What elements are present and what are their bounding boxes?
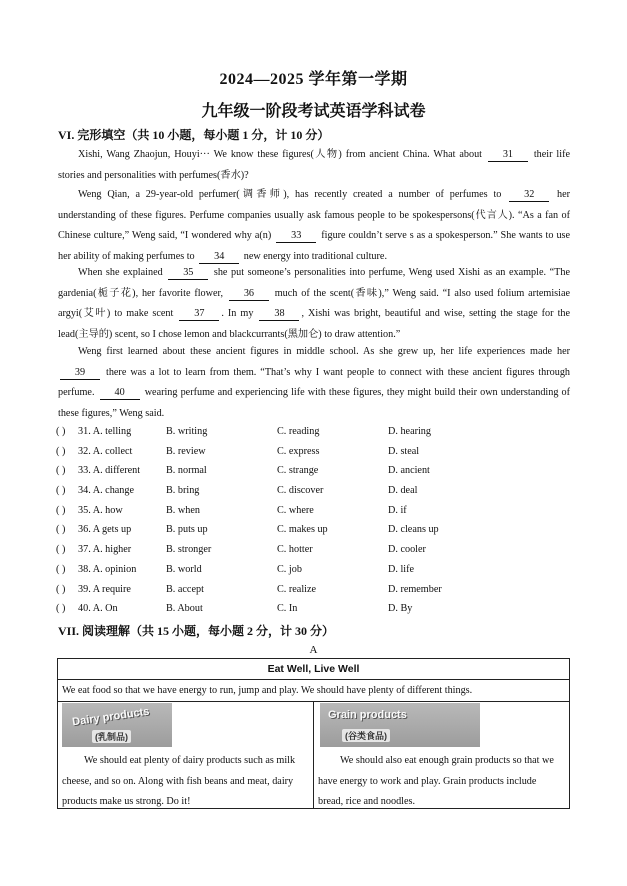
reading-heading: VII. 阅读理解（共 15 小题，每小题 2 分，计 30 分） [58, 624, 335, 638]
option-b[interactable]: B. stronger [166, 544, 212, 556]
exam-title-name: 九年级一阶段考试英语学科试卷 [201, 103, 426, 120]
answer-slot[interactable]: ( ) [56, 445, 66, 457]
cloze-paragraph-3 [58, 263, 570, 345]
option-row-38 [56, 561, 576, 581]
cloze-text: much of the scent(香味),” Weng said. “I also used folium artemisiae argyi(艾叶) to make scent [58, 287, 571, 319]
answer-slot[interactable]: ( ) [56, 426, 66, 437]
option-row-32 [56, 443, 576, 463]
option-c[interactable]: C. strange [277, 465, 319, 477]
option-b[interactable]: B. bring [166, 485, 200, 497]
answer-slot[interactable]: ( ) [56, 603, 66, 615]
option-a[interactable]: 40. A. On [78, 603, 118, 615]
option-d[interactable]: D. cleans up [388, 524, 439, 536]
dairy-image-sublabel: (乳制品) [92, 730, 131, 743]
grain-image-sublabel: (谷类食品) [342, 729, 390, 742]
cloze-text: there was a lot to learn from them. “That’s why I want people to connect with these ancient figures through perfume. [58, 366, 571, 398]
cloze-heading: VI. 完形填空（共 10 小题，每小题 1 分，计 10 分） [58, 128, 330, 142]
option-c[interactable]: C. realize [277, 583, 317, 595]
grain-products-image [320, 703, 480, 747]
option-c[interactable]: C. job [277, 563, 302, 575]
dairy-cell [58, 701, 314, 808]
exam-title-term: 2024—2025 学年第一学期 [219, 71, 408, 88]
blank-33[interactable]: 33 [276, 230, 316, 243]
cloze-paragraph-1 [58, 145, 570, 186]
option-a[interactable]: 36. A gets up [78, 524, 132, 536]
cloze-text: When she explained [78, 267, 163, 278]
blank-32[interactable]: 32 [509, 189, 549, 202]
cloze-text: their life stories and personalities with perfumes(香水)? [58, 149, 571, 181]
cloze-paragraph-2 [58, 185, 570, 267]
option-b[interactable]: B. normal [166, 465, 207, 477]
option-d[interactable]: D. steal [388, 445, 420, 457]
option-a[interactable]: 32. A. collect [78, 445, 133, 457]
option-a[interactable]: 33. A. different [78, 465, 141, 477]
option-a[interactable]: 34. A. change [78, 485, 135, 497]
cloze-text: , Xishi was bright, beautiful and wise, setting the stage for the lead(主导的) scent, so I chose lemon and blackcurrants(黑加仑) to draw attention.” [58, 308, 571, 340]
option-d[interactable]: D. if [388, 504, 407, 516]
cloze-text: she put someone’s personalities into perfume, Weng used Xishi as an example. “The gardenia(栀子花), her favorite flower, [58, 267, 570, 299]
option-d[interactable]: D. deal [388, 485, 418, 497]
option-d[interactable]: D. remember [388, 583, 442, 595]
cloze-text: Xishi, Wang Zhaojun, Houyi··· We know these figures(人物) from ancient China. What about [78, 149, 482, 160]
option-c[interactable]: C. hotter [277, 544, 313, 556]
option-a[interactable]: 31. A. telling [78, 426, 132, 437]
option-a[interactable]: 38. A. opinion [78, 563, 137, 575]
dairy-paragraph: We should eat plenty of dairy products such as milk cheese, and so on. Along with fish beans and meat, dairy products make us strong. Do it! [62, 755, 296, 807]
option-row-39 [56, 581, 576, 601]
cloze-text: her understanding of these figures. Perfume companies usually ask famous people to be spokespersons(代言人). “As a fan of Chinese culture,” Weng said, “I wondered why a(n) [58, 189, 571, 241]
blank-36[interactable]: 36 [229, 288, 269, 301]
dairy-text [62, 751, 307, 813]
cloze-options-list [56, 423, 576, 620]
cloze-text: Weng first learned about these ancient figures in middle school. As she grew up, her life experiences made her [78, 346, 570, 357]
answer-slot[interactable]: ( ) [56, 583, 66, 595]
option-b[interactable]: B. puts up [166, 524, 208, 536]
grain-image-label: Grain products [328, 709, 407, 721]
blank-37[interactable]: 37 [179, 308, 219, 321]
option-row-33 [56, 462, 576, 482]
option-b[interactable]: B. when [166, 504, 200, 516]
dairy-products-image [62, 703, 172, 747]
blank-40[interactable]: 40 [100, 387, 140, 400]
table-intro: We eat food so that we have energy to run, jump and play. We should have plenty of different things. [58, 680, 569, 702]
grain-text [318, 751, 563, 813]
answer-slot[interactable]: ( ) [56, 524, 66, 536]
option-row-34 [56, 482, 576, 502]
answer-slot[interactable]: ( ) [56, 465, 66, 477]
option-a[interactable]: 39. A require [78, 583, 131, 595]
blank-34[interactable]: 34 [199, 251, 239, 264]
option-d[interactable]: D. hearing [388, 426, 431, 437]
option-b[interactable]: B. writing [166, 426, 208, 437]
cloze-paragraph-4 [58, 342, 570, 424]
dairy-image-label: Dairy products [71, 705, 151, 729]
option-row-37 [56, 541, 576, 561]
table-cells [58, 701, 569, 808]
option-d[interactable]: D. cooler [388, 544, 426, 556]
cloze-text: Weng Qian, a 29-year-old perfumer(调香师), has recently created a number of perfumes to [78, 189, 502, 200]
cloze-text: new energy into traditional culture. [243, 250, 387, 262]
option-b[interactable]: B. review [166, 445, 206, 457]
grain-paragraph: We should also eat enough grain products so that we have energy to work and play. Grain products include bread, rice and noodles. [318, 755, 554, 807]
cloze-text: wearing perfume and experiencing life with these figures, they might build their own understanding of these figures,” Weng said. [58, 387, 571, 419]
answer-slot[interactable]: ( ) [56, 544, 66, 556]
option-d[interactable]: D. By [388, 603, 413, 615]
option-b[interactable]: B. About [166, 603, 203, 615]
option-a[interactable]: 35. A. how [78, 504, 123, 516]
option-row-31 [56, 423, 576, 443]
blank-38[interactable]: 38 [259, 308, 299, 321]
cloze-text: figure couldn’t serve s as a spokesperson.” She wants to use her ability of making perfumes to [58, 230, 571, 262]
option-c[interactable]: C. In [277, 603, 298, 615]
blank-31[interactable]: 31 [488, 149, 528, 162]
option-d[interactable]: D. ancient [388, 465, 430, 477]
blank-39[interactable]: 39 [60, 367, 100, 380]
reading-part-label: A [309, 644, 318, 656]
option-b[interactable]: B. accept [166, 583, 204, 595]
option-a[interactable]: 37. A. higher [78, 544, 132, 556]
option-row-35 [56, 502, 576, 522]
option-c[interactable]: C. discover [277, 485, 324, 497]
table-title: Eat Well, Live Well [58, 659, 569, 680]
option-row-36 [56, 521, 576, 541]
option-c[interactable]: C. reading [277, 426, 320, 437]
answer-slot[interactable]: ( ) [56, 504, 66, 516]
cloze-text: . In my [221, 308, 254, 319]
blank-35[interactable]: 35 [168, 267, 208, 280]
option-b[interactable]: B. world [166, 563, 202, 575]
option-c[interactable]: C. where [277, 504, 314, 516]
reading-table [57, 658, 570, 809]
answer-slot[interactable]: ( ) [56, 485, 66, 497]
option-d[interactable]: D. life [388, 563, 415, 575]
answer-slot[interactable]: ( ) [56, 563, 66, 575]
option-row-40 [56, 600, 576, 620]
option-c[interactable]: C. makes up [277, 524, 328, 536]
grain-cell [314, 701, 569, 808]
option-c[interactable]: C. express [277, 445, 320, 457]
